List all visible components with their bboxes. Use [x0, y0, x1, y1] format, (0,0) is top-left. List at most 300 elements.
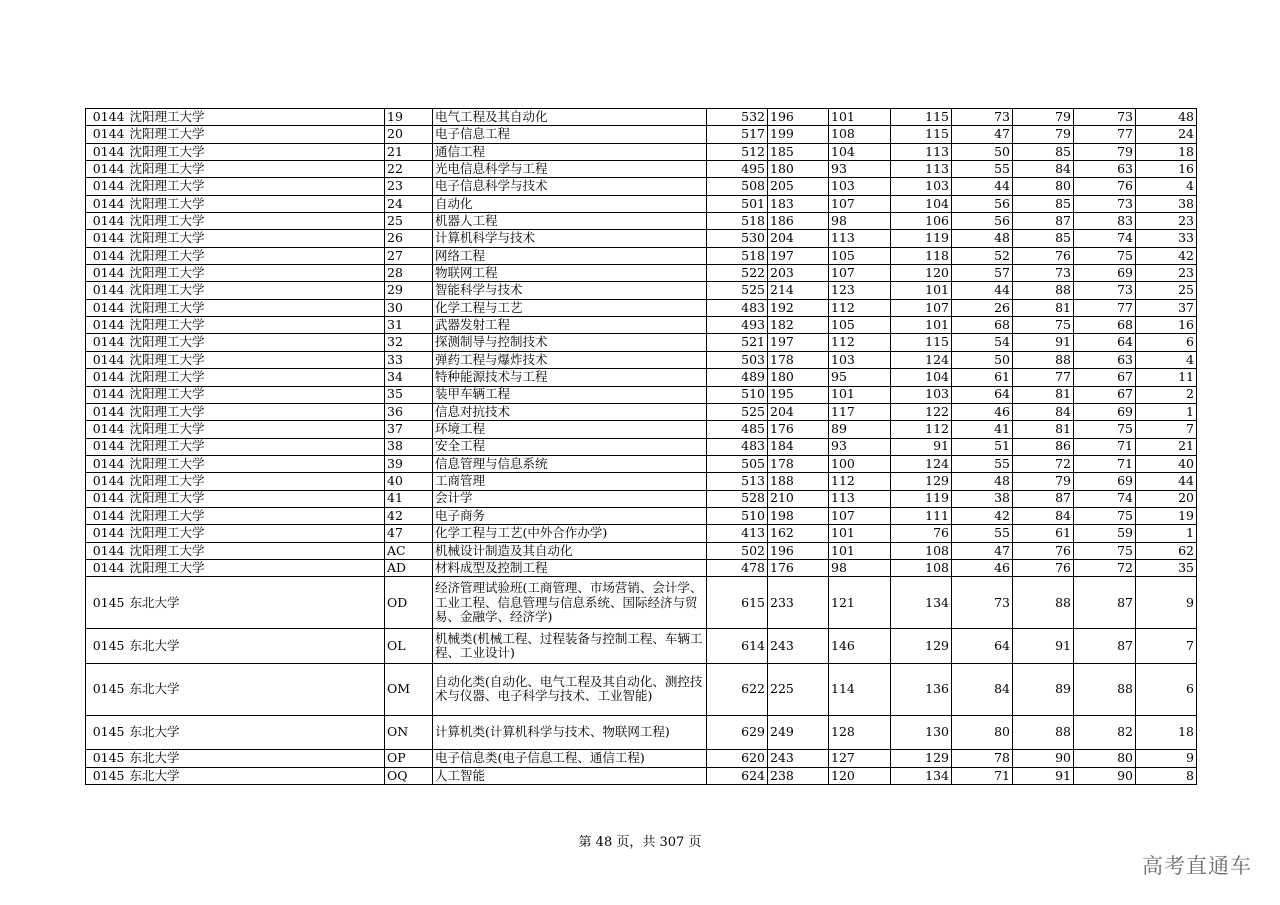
cell-n: 11: [1136, 369, 1197, 386]
cell-v6: 90: [1074, 767, 1136, 784]
cell-group: 25: [385, 213, 433, 230]
cell-group: 38: [385, 438, 433, 455]
cell-group: 42: [385, 507, 433, 524]
cell-school: 东北大学: [128, 750, 385, 767]
cell-v3: 111: [891, 507, 952, 524]
cell-school: 沈阳理工大学: [128, 542, 385, 559]
cell-v6: 80: [1074, 750, 1136, 767]
cell-v3: 113: [891, 161, 952, 178]
cell-n: 1: [1136, 525, 1197, 542]
cell-n: 4: [1136, 178, 1197, 195]
cell-school: 东北大学: [128, 715, 385, 750]
cell-v2: 107: [829, 265, 891, 282]
cell-school: 沈阳理工大学: [128, 317, 385, 334]
cell-v5: 79: [1013, 126, 1074, 143]
cell-n: 20: [1136, 490, 1197, 507]
cell-group: 26: [385, 230, 433, 247]
cell-v1: 185: [768, 143, 829, 160]
cell-v6: 77: [1074, 126, 1136, 143]
cell-total: 493: [707, 317, 768, 334]
cell-v3: 107: [891, 299, 952, 316]
table-row: [86, 369, 1197, 386]
cell-major: 环境工程: [433, 421, 707, 438]
cell-code: 0144: [86, 265, 128, 282]
cell-v5: 90: [1013, 750, 1074, 767]
cell-v3: 119: [891, 490, 952, 507]
cell-v1: 183: [768, 195, 829, 212]
cell-total: 615: [707, 577, 768, 629]
table-row: [86, 438, 1197, 455]
cell-code: 0145: [86, 629, 128, 664]
cell-total: 510: [707, 507, 768, 524]
cell-v1: 197: [768, 334, 829, 351]
cell-n: 9: [1136, 750, 1197, 767]
cell-n: 16: [1136, 317, 1197, 334]
cell-group: 21: [385, 143, 433, 160]
cell-major: 经济管理试验班(工商管理、市场营销、会计学、工业工程、信息管理与信息系统、国际经济与贸易、金融学、经济学): [433, 577, 707, 629]
cell-major: 机器人工程: [433, 213, 707, 230]
cell-v1: 188: [768, 473, 829, 490]
cell-v3: 108: [891, 559, 952, 576]
cell-group: 41: [385, 490, 433, 507]
cell-major: 自动化: [433, 195, 707, 212]
cell-v1: 176: [768, 559, 829, 576]
table-row: [86, 282, 1197, 299]
cell-v2: 128: [829, 715, 891, 750]
cell-total: 530: [707, 230, 768, 247]
cell-total: 505: [707, 455, 768, 472]
cell-group: AD: [385, 559, 433, 576]
cell-v1: 180: [768, 161, 829, 178]
cell-v4: 71: [952, 767, 1013, 784]
cell-code: 0144: [86, 490, 128, 507]
cell-v3: 108: [891, 542, 952, 559]
cell-total: 521: [707, 334, 768, 351]
cell-total: 518: [707, 247, 768, 264]
cell-v3: 106: [891, 213, 952, 230]
cell-v4: 47: [952, 126, 1013, 143]
cell-v2: 98: [829, 213, 891, 230]
cell-v4: 44: [952, 282, 1013, 299]
cell-n: 7: [1136, 629, 1197, 664]
cell-n: 7: [1136, 421, 1197, 438]
cell-v6: 69: [1074, 265, 1136, 282]
cell-code: 0144: [86, 317, 128, 334]
cell-v2: 113: [829, 490, 891, 507]
cell-v4: 26: [952, 299, 1013, 316]
cell-code: 0145: [86, 750, 128, 767]
cell-v6: 87: [1074, 629, 1136, 664]
cell-group: OM: [385, 663, 433, 715]
cell-major: 武器发射工程: [433, 317, 707, 334]
cell-v2: 100: [829, 455, 891, 472]
table-row: [86, 334, 1197, 351]
cell-v6: 75: [1074, 507, 1136, 524]
cell-v2: 89: [829, 421, 891, 438]
table-row: [86, 178, 1197, 195]
cell-group: 27: [385, 247, 433, 264]
cell-major: 机械设计制造及其自动化: [433, 542, 707, 559]
page-number: 第 48 页，共 307 页: [578, 835, 702, 850]
cell-v5: 76: [1013, 542, 1074, 559]
cell-group: 40: [385, 473, 433, 490]
cell-v4: 55: [952, 455, 1013, 472]
cell-n: 18: [1136, 715, 1197, 750]
cell-v4: 41: [952, 421, 1013, 438]
cell-code: 0145: [86, 577, 128, 629]
cell-v3: 103: [891, 386, 952, 403]
cell-v1: 178: [768, 455, 829, 472]
cell-code: 0144: [86, 282, 128, 299]
table-row: [86, 525, 1197, 542]
cell-group: 31: [385, 317, 433, 334]
cell-major: 化学工程与工艺: [433, 299, 707, 316]
cell-n: 33: [1136, 230, 1197, 247]
cell-school: 沈阳理工大学: [128, 126, 385, 143]
cell-code: 0144: [86, 161, 128, 178]
admission-scores-table: [85, 108, 1197, 785]
cell-school: 东北大学: [128, 577, 385, 629]
cell-n: 18: [1136, 143, 1197, 160]
cell-v3: 134: [891, 577, 952, 629]
cell-v5: 77: [1013, 369, 1074, 386]
table-row: [86, 403, 1197, 420]
cell-v2: 112: [829, 299, 891, 316]
cell-total: 614: [707, 629, 768, 664]
cell-v4: 38: [952, 490, 1013, 507]
cell-school: 沈阳理工大学: [128, 525, 385, 542]
cell-v2: 101: [829, 386, 891, 403]
cell-v6: 75: [1074, 542, 1136, 559]
cell-v5: 89: [1013, 663, 1074, 715]
cell-n: 19: [1136, 507, 1197, 524]
cell-v3: 115: [891, 334, 952, 351]
cell-v5: 80: [1013, 178, 1074, 195]
cell-major: 会计学: [433, 490, 707, 507]
cell-code: 0144: [86, 178, 128, 195]
cell-v6: 74: [1074, 490, 1136, 507]
cell-v1: 198: [768, 507, 829, 524]
cell-v2: 108: [829, 126, 891, 143]
cell-code: 0144: [86, 403, 128, 420]
cell-total: 483: [707, 299, 768, 316]
cell-v6: 69: [1074, 403, 1136, 420]
cell-v3: 130: [891, 715, 952, 750]
cell-group: 47: [385, 525, 433, 542]
cell-school: 沈阳理工大学: [128, 490, 385, 507]
cell-school: 沈阳理工大学: [128, 178, 385, 195]
cell-v3: 124: [891, 351, 952, 368]
cell-n: 37: [1136, 299, 1197, 316]
cell-school: 沈阳理工大学: [128, 369, 385, 386]
cell-group: 20: [385, 126, 433, 143]
cell-major: 物联网工程: [433, 265, 707, 282]
cell-v4: 51: [952, 438, 1013, 455]
cell-v4: 50: [952, 143, 1013, 160]
cell-v1: 203: [768, 265, 829, 282]
cell-v2: 101: [829, 542, 891, 559]
cell-school: 沈阳理工大学: [128, 455, 385, 472]
cell-v2: 95: [829, 369, 891, 386]
cell-v1: 162: [768, 525, 829, 542]
cell-group: OL: [385, 629, 433, 664]
cell-major: 安全工程: [433, 438, 707, 455]
cell-code: 0144: [86, 230, 128, 247]
cell-n: 23: [1136, 265, 1197, 282]
cell-v5: 87: [1013, 213, 1074, 230]
cell-code: 0144: [86, 369, 128, 386]
cell-school: 沈阳理工大学: [128, 265, 385, 282]
cell-v1: 186: [768, 213, 829, 230]
cell-v1: 249: [768, 715, 829, 750]
cell-total: 510: [707, 386, 768, 403]
cell-total: 503: [707, 351, 768, 368]
cell-n: 40: [1136, 455, 1197, 472]
cell-v2: 117: [829, 403, 891, 420]
cell-v3: 129: [891, 473, 952, 490]
cell-total: 620: [707, 750, 768, 767]
cell-v3: 76: [891, 525, 952, 542]
cell-code: 0144: [86, 421, 128, 438]
cell-v3: 112: [891, 421, 952, 438]
cell-total: 622: [707, 663, 768, 715]
cell-v6: 63: [1074, 161, 1136, 178]
table-row: [86, 213, 1197, 230]
cell-group: AC: [385, 542, 433, 559]
cell-school: 沈阳理工大学: [128, 195, 385, 212]
cell-code: 0144: [86, 455, 128, 472]
cell-v6: 68: [1074, 317, 1136, 334]
cell-v3: 101: [891, 317, 952, 334]
cell-code: 0144: [86, 351, 128, 368]
cell-v2: 93: [829, 161, 891, 178]
cell-total: 501: [707, 195, 768, 212]
cell-v4: 64: [952, 386, 1013, 403]
cell-n: 21: [1136, 438, 1197, 455]
cell-v5: 87: [1013, 490, 1074, 507]
cell-total: 518: [707, 213, 768, 230]
cell-v1: 204: [768, 403, 829, 420]
cell-group: 22: [385, 161, 433, 178]
cell-v4: 73: [952, 577, 1013, 629]
cell-total: 489: [707, 369, 768, 386]
cell-major: 信息对抗技术: [433, 403, 707, 420]
cell-v6: 63: [1074, 351, 1136, 368]
cell-group: 28: [385, 265, 433, 282]
cell-school: 沈阳理工大学: [128, 559, 385, 576]
cell-v6: 73: [1074, 195, 1136, 212]
cell-total: 517: [707, 126, 768, 143]
cell-total: 624: [707, 767, 768, 784]
table-row: [86, 109, 1197, 126]
cell-group: OQ: [385, 767, 433, 784]
cell-code: 0144: [86, 525, 128, 542]
cell-v3: 103: [891, 178, 952, 195]
cell-v4: 56: [952, 195, 1013, 212]
table-row: [86, 126, 1197, 143]
cell-major: 信息管理与信息系统: [433, 455, 707, 472]
cell-v4: 47: [952, 542, 1013, 559]
cell-code: 0144: [86, 143, 128, 160]
cell-v1: 225: [768, 663, 829, 715]
cell-major: 计算机科学与技术: [433, 230, 707, 247]
table-row: [86, 421, 1197, 438]
cell-v2: 123: [829, 282, 891, 299]
cell-v5: 88: [1013, 351, 1074, 368]
cell-v4: 68: [952, 317, 1013, 334]
table-row: [86, 247, 1197, 264]
cell-code: 0144: [86, 213, 128, 230]
cell-v2: 113: [829, 230, 891, 247]
cell-v5: 61: [1013, 525, 1074, 542]
cell-n: 38: [1136, 195, 1197, 212]
table-row: [86, 351, 1197, 368]
cell-n: 1: [1136, 403, 1197, 420]
cell-v2: 104: [829, 143, 891, 160]
cell-n: 9: [1136, 577, 1197, 629]
cell-v3: 124: [891, 455, 952, 472]
cell-v1: 184: [768, 438, 829, 455]
cell-v6: 79: [1074, 143, 1136, 160]
cell-code: 0144: [86, 247, 128, 264]
cell-n: 4: [1136, 351, 1197, 368]
cell-group: 32: [385, 334, 433, 351]
table-row: [86, 715, 1197, 750]
cell-v4: 73: [952, 109, 1013, 126]
cell-v1: 243: [768, 629, 829, 664]
cell-v5: 75: [1013, 317, 1074, 334]
cell-school: 沈阳理工大学: [128, 109, 385, 126]
cell-major: 机械类(机械工程、过程装备与控制工程、车辆工程、工业设计): [433, 629, 707, 664]
cell-major: 自动化类(自动化、电气工程及其自动化、测控技术与仪器、电子科学与技术、工业智能): [433, 663, 707, 715]
cell-code: 0145: [86, 663, 128, 715]
cell-n: 2: [1136, 386, 1197, 403]
cell-code: 0144: [86, 299, 128, 316]
cell-v3: 122: [891, 403, 952, 420]
table-row: [86, 767, 1197, 784]
cell-v6: 82: [1074, 715, 1136, 750]
cell-total: 522: [707, 265, 768, 282]
cell-code: 0144: [86, 195, 128, 212]
cell-group: 19: [385, 109, 433, 126]
cell-v3: 113: [891, 143, 952, 160]
cell-code: 0144: [86, 507, 128, 524]
cell-v1: 204: [768, 230, 829, 247]
cell-v6: 71: [1074, 438, 1136, 455]
cell-v4: 48: [952, 473, 1013, 490]
cell-v4: 54: [952, 334, 1013, 351]
cell-total: 513: [707, 473, 768, 490]
cell-v6: 88: [1074, 663, 1136, 715]
cell-total: 483: [707, 438, 768, 455]
cell-v6: 67: [1074, 369, 1136, 386]
cell-v4: 48: [952, 230, 1013, 247]
cell-v3: 115: [891, 126, 952, 143]
cell-v4: 80: [952, 715, 1013, 750]
cell-school: 沈阳理工大学: [128, 473, 385, 490]
cell-v3: 119: [891, 230, 952, 247]
cell-v1: 196: [768, 542, 829, 559]
cell-v4: 46: [952, 559, 1013, 576]
cell-code: 0144: [86, 438, 128, 455]
cell-total: 512: [707, 143, 768, 160]
cell-total: 502: [707, 542, 768, 559]
cell-v5: 84: [1013, 161, 1074, 178]
cell-major: 计算机类(计算机科学与技术、物联网工程): [433, 715, 707, 750]
cell-group: 37: [385, 421, 433, 438]
watermark-logo-text: 高考直通车: [1142, 854, 1252, 878]
table-row: [86, 317, 1197, 334]
cell-v6: 87: [1074, 577, 1136, 629]
cell-n: 16: [1136, 161, 1197, 178]
cell-v1: 182: [768, 317, 829, 334]
cell-major: 电气工程及其自动化: [433, 109, 707, 126]
cell-v6: 73: [1074, 109, 1136, 126]
table-row: [86, 559, 1197, 576]
cell-v2: 103: [829, 351, 891, 368]
cell-n: 25: [1136, 282, 1197, 299]
cell-v2: 120: [829, 767, 891, 784]
cell-school: 沈阳理工大学: [128, 143, 385, 160]
cell-major: 装甲车辆工程: [433, 386, 707, 403]
cell-group: OP: [385, 750, 433, 767]
cell-v1: 238: [768, 767, 829, 784]
cell-v5: 85: [1013, 230, 1074, 247]
cell-v5: 91: [1013, 767, 1074, 784]
cell-group: 24: [385, 195, 433, 212]
table-row: [86, 143, 1197, 160]
cell-v3: 134: [891, 767, 952, 784]
cell-major: 工商管理: [433, 473, 707, 490]
cell-v3: 120: [891, 265, 952, 282]
cell-v1: 192: [768, 299, 829, 316]
cell-major: 智能科学与技术: [433, 282, 707, 299]
cell-v6: 83: [1074, 213, 1136, 230]
cell-code: 0145: [86, 715, 128, 750]
cell-v4: 78: [952, 750, 1013, 767]
cell-n: 6: [1136, 334, 1197, 351]
cell-v3: 104: [891, 369, 952, 386]
cell-school: 东北大学: [128, 629, 385, 664]
table-row: [86, 161, 1197, 178]
cell-school: 沈阳理工大学: [128, 213, 385, 230]
cell-v1: 180: [768, 369, 829, 386]
cell-v4: 44: [952, 178, 1013, 195]
cell-v5: 85: [1013, 195, 1074, 212]
cell-school: 沈阳理工大学: [128, 421, 385, 438]
cell-n: 35: [1136, 559, 1197, 576]
cell-v2: 101: [829, 109, 891, 126]
cell-v4: 50: [952, 351, 1013, 368]
cell-v6: 76: [1074, 178, 1136, 195]
cell-v2: 146: [829, 629, 891, 664]
cell-v2: 105: [829, 317, 891, 334]
cell-v5: 91: [1013, 334, 1074, 351]
table-row: [86, 629, 1197, 664]
cell-school: 沈阳理工大学: [128, 351, 385, 368]
cell-group: 34: [385, 369, 433, 386]
cell-school: 沈阳理工大学: [128, 507, 385, 524]
cell-v2: 112: [829, 334, 891, 351]
cell-v3: 129: [891, 629, 952, 664]
cell-v5: 85: [1013, 143, 1074, 160]
cell-code: 0144: [86, 559, 128, 576]
cell-total: 478: [707, 559, 768, 576]
cell-major: 材料成型及控制工程: [433, 559, 707, 576]
cell-n: 6: [1136, 663, 1197, 715]
cell-major: 探测制导与控制技术: [433, 334, 707, 351]
table-row: [86, 386, 1197, 403]
